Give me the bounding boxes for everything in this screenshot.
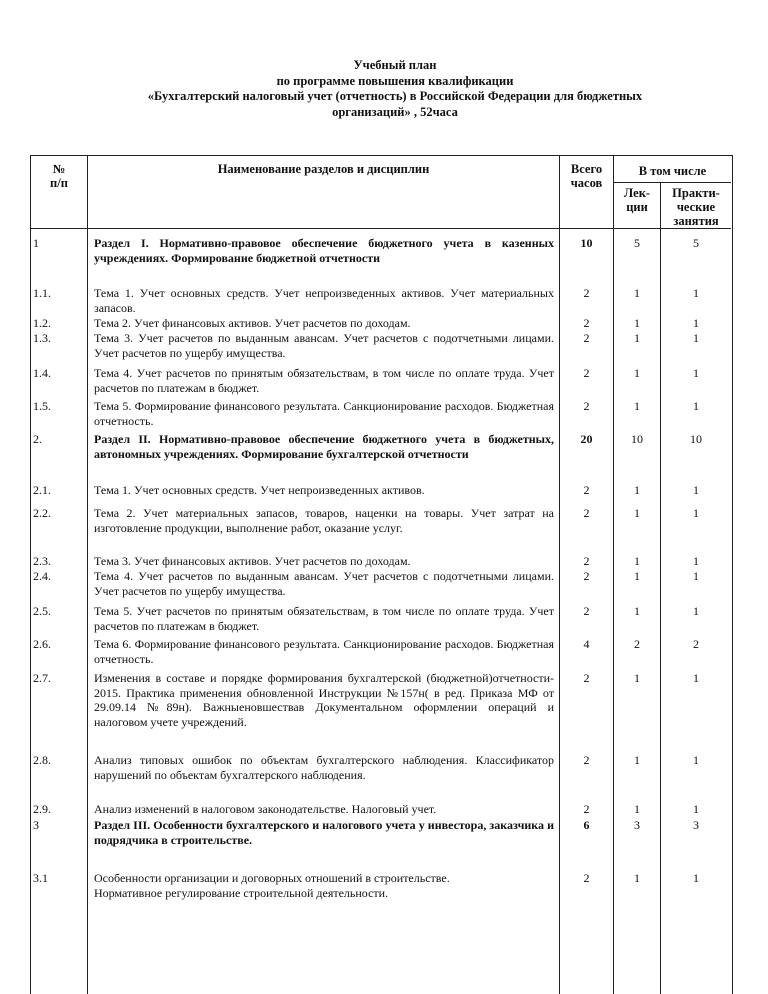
row-lectures: 1 [634,753,640,767]
row-practice: 1 [693,802,699,816]
row-name: Тема 2. Учет материальных запасов, товаров, наценки на товары. Учет затрат на изготовление продукции, выполнение работ, оказание услуг. [94,506,554,535]
row-num: 2.7. [33,671,51,685]
row-total: 2 [583,316,590,330]
row-total: 2 [583,554,590,568]
title-line-3: «Бухгалтерский налоговый учет (отчетность) в Российской Федерации для бюджетных [147,89,643,103]
title-line-1: Учебный план [353,58,437,72]
header-lectures-line: ции [626,200,648,214]
row-num: 3 [33,818,39,832]
row-practice: 1 [693,569,699,583]
row-name: Тема 1. Учет основных средств. Учет непроизведенных активов. Учет материальных запасов. [94,286,554,315]
row-num: 2.1. [33,483,51,497]
row-practice: 1 [693,753,699,767]
row-total: 2 [583,604,590,618]
row-lectures: 5 [634,236,640,250]
title-line-2: по программе повышения квалификации [276,73,514,88]
row-total: 2 [583,399,590,413]
header-total-line: Всего [570,162,603,176]
row-practice: 10 [690,432,702,446]
row-name: Тема 4. Учет расчетов по принятым обязательствам, в том числе по оплате труда. Учет расчетов по платежам в бюджет. [94,366,554,395]
row-total: 2 [583,506,590,520]
row-total: 2 [583,802,590,816]
row-practice: 1 [693,399,699,413]
row-practice: 2 [693,637,699,651]
row-lectures: 1 [634,871,640,885]
row-total: 10 [580,236,593,250]
row-name: Раздел II. Нормативно-правовое обеспечение бюджетного учета в бюджетных, автономных учреждениях. Формирование бухгалтерской отчетности [94,432,554,461]
row-lectures: 1 [634,483,640,497]
row-name: Тема 2. Учет финансовых активов. Учет расчетов по доходам. [94,316,411,330]
row-practice: 1 [693,671,699,685]
header-num [31,162,87,190]
row-lectures: 1 [634,316,640,330]
row-name: Тема 3. Учет расчетов по выданным авансам. Учет расчетов с подотчетными лицами. Учет расчетов по ущербу имущества. [94,331,554,360]
row-total: 2 [583,483,590,497]
header-practice-line: Практи- [672,186,720,200]
header-name: Наименование разделов и дисциплин [217,162,430,176]
row-total: 6 [583,818,590,832]
row-name-line: Нормативное регулирование строительной деятельности. [94,885,389,900]
row-total: 4 [583,637,590,651]
row-name: Изменения в составе и порядке формирования бухгалтерской (бюджетной)отчетности- 2015. Практика применения обновленной Инструкции №157н( в ред. Приказа МФ от 29.09.14 №89н). Важныеновшествав Документальном оформлении операций и налоговом учете учреждений. [94,671,554,729]
header-total-line: часов [570,176,603,190]
row-name: Анализ типовых ошибок по объектам бухгалтерского наблюдения. Классификатор нарушений по объектам бухгалтерского наблюдения. [94,753,554,782]
row-practice: 1 [693,604,699,618]
row-num: 1.4. [33,366,51,380]
row-lectures: 1 [634,366,640,380]
row-total: 2 [583,753,590,767]
row-practice: 1 [693,331,699,345]
header-practice-line: ческие [676,200,716,214]
row-num: 2.8. [33,753,51,767]
row-practice: 1 [693,871,699,885]
row-num: 1.2. [33,316,51,330]
header-lectures-line: Лек- [623,186,651,200]
header-total [560,162,613,190]
row-num: 2.6. [33,637,51,651]
row-total: 2 [583,331,590,345]
row-num: 2.3. [33,554,51,568]
table-divider [87,155,88,994]
header-practice [661,186,731,228]
row-practice: 1 [693,506,699,520]
row-name: Анализ изменений в налоговом законодательстве. Налоговый учет. [94,802,437,816]
row-name: Тема 4. Учет расчетов по выданным авансам. Учет расчетов с подотчетными лицами. Учет расчетов по ущербу имущества. [94,569,554,598]
row-lectures: 1 [634,604,640,618]
row-num: 2. [33,432,42,446]
row-name: Тема 3. Учет финансовых активов. Учет расчетов по доходам. [94,554,411,568]
row-practice: 1 [693,554,699,568]
row-num: 1.3. [33,331,51,345]
row-lectures: 10 [631,432,643,446]
row-num: 2.4. [33,569,51,583]
table-divider [30,228,731,229]
header-practice-line: занятия [673,214,719,228]
row-lectures: 1 [634,802,640,816]
row-practice: 3 [693,818,699,832]
row-total: 2 [583,286,590,300]
row-total: 2 [583,366,590,380]
row-practice: 1 [693,286,699,300]
header-num-line: № [52,162,66,176]
table-divider [613,182,731,183]
header-including: В том числе [638,164,707,178]
row-total: 2 [583,569,590,583]
row-num: 1.5. [33,399,51,413]
row-num: 2.5. [33,604,51,618]
row-total: 20 [580,432,593,446]
row-num: 1 [33,236,39,250]
row-num: 2.2. [33,506,51,520]
row-name: Раздел I. Нормативно-правовое обеспечение бюджетного учета в казенных учреждениях. Формирование бюджетной отчетности [94,236,554,265]
row-lectures: 1 [634,331,640,345]
row-num: 3.1 [33,871,48,885]
row-name-line: Особенности организации и договорных отношений в строительстве. [94,871,450,885]
row-num: 2.9. [33,802,51,816]
row-lectures: 1 [634,399,640,413]
row-name: Тема 5. Учет расчетов по принятым обязательствам, в том числе по оплате труда. Учет расчетов по платежам в бюджет. [94,604,554,633]
row-practice: 1 [693,366,699,380]
row-name: Тема 6. Формирование финансового результата. Санкционирование расходов. Бюджетная отчетность. [94,637,554,666]
row-lectures: 3 [634,818,640,832]
document-title [60,58,730,120]
row-name [94,871,554,900]
header-lectures [614,186,660,214]
row-lectures: 1 [634,671,640,685]
row-name: Тема 1. Учет основных средств. Учет непроизведенных активов. [94,483,425,497]
row-lectures: 1 [634,554,640,568]
row-lectures: 1 [634,569,640,583]
row-practice: 1 [693,316,699,330]
row-lectures: 2 [634,637,640,651]
row-lectures: 1 [634,506,640,520]
row-lectures: 1 [634,286,640,300]
row-name: Раздел III. Особенности бухгалтерского и налогового учета у инвестора, заказчика и подрядчика в строительстве. [94,818,554,847]
row-total: 2 [583,671,590,685]
title-line-4: организаций» , 52часа [332,104,458,119]
header-num-line: п/п [50,176,68,190]
row-name: Тема 5. Формирование финансового результата. Санкционирование расходов. Бюджетная отчетность. [94,399,554,428]
row-practice: 1 [693,483,699,497]
row-practice: 5 [693,236,699,250]
row-num: 1.1. [33,286,51,300]
row-total: 2 [583,871,590,885]
